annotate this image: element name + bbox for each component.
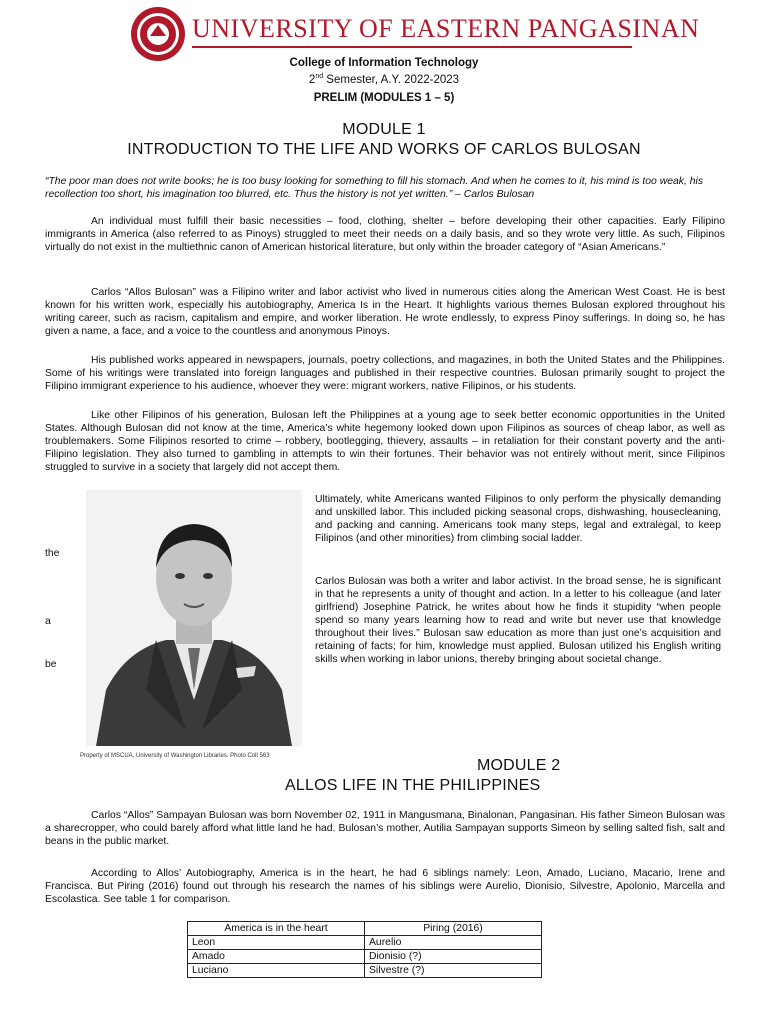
module1-title: INTRODUCTION TO THE LIFE AND WORKS OF CARLOS BULOSAN: [127, 141, 641, 158]
photo-caption: Property of MSCUA, University of Washington Libraries. Photo Coll 563: [80, 753, 270, 759]
bulosan-quote: “The poor man does not write books; he is too busy looking for something to fill his stomach. And when he comes to it, his mind is too weak, his recollection too short, his imagination too blurred, etc. Thus the history is not yet written.” – Carlos Bulosan: [45, 176, 704, 200]
paragraph-text: Carlos “Allos” Sampayan Bulosan was born November 02, 1911 in Mangusmana, Binalonan, Pangasinan. His father Simeon Bulosan was a sharecropper, who could barely afford what little land he had. Bulosan’s mother, Autilia Sampayan supports Simeon by selling salted fish, salt and beans in the public market.: [45, 810, 725, 847]
semester-text: Semester, A.Y. 2022-2023: [323, 73, 460, 86]
table-cell: Dionisio (?): [365, 950, 542, 964]
table-row: [188, 950, 542, 964]
table-header-cell: Piring (2016): [365, 922, 542, 936]
college-name: College of Information Technology: [289, 57, 479, 69]
table-cell: Amado: [188, 950, 365, 964]
paragraph-text: Carlos “Allos Bulosan” was a Filipino writer and labor activist who lived in numerous cities along the American West Coast. He is best known for his written work, especially his autobiography, America Is in the Heart. It highlights various themes Bulosan explored throughout his writing career, such as racism, capitalism and empire, and worker liberation. He wrote endlessly, to express Pinoy sufferings. In doing so, he has given a name, a face, and a voice to the countless and anonymous Pinoys.: [45, 287, 725, 337]
header-rule: [192, 46, 632, 48]
table-cell: Silvestre (?): [365, 964, 542, 978]
module2-title: ALLOS LIFE IN THE PHILIPPINES: [285, 777, 541, 794]
university-name: UNIVERSITY OF EASTERN PANGASINAN: [192, 14, 700, 43]
stray-word: a: [45, 616, 51, 627]
table-header-row: [188, 922, 542, 936]
right-column-paragraph-2: Carlos Bulosan was both a writer and labor activist. In the broad sense, he is significant in that he represents a unity of thought and action. In a letter to his colleague (and later girlfriend) Josephine Patrick, he writes about how he finds it stupidity “when people spend so many years learning how to read and write but never use that knowledge throughout their lives.” Bulosan saw education as more than just one’s acquisition and retaining of facts; for him, knowledge must applied. Bulosan utilized his English writing skills when working in labor unions, thereby bringing about societal change.: [315, 576, 721, 665]
paragraph-text: Like other Filipinos of his generation, Bulosan left the Philippines at a young age to seek better economic opportunities in the United States. Although Bulosan did not know at the time, America’s white hegemony looked down upon Filipinos as sources of cheap labor, as well as troublemakers. Some Filipinos resorted to crime – robbery, bootlegging, thievery, assaults – in retaliation for their constant poverty and the anti-Filipino legislation. They also turned to gambling in attempts to win their fortunes. Their behavior was not entirely without merit, since Filipinos struggled to survive in a society that largely did not accept them.: [45, 410, 725, 473]
module1-paragraph-1: [45, 215, 725, 254]
paragraph-text: An individual must fulfill their basic necessities – food, clothing, shelter – before developing their other capacities. Early Filipino immigrants in America (also referred to as Pinoys) struggled to meet their needs on a daily basis, and so they wrote very little. As such, Filipinos virtually do not exist in the multiethnic canon of American historical literature, but only within the broader category of “Asian Americans.”: [45, 216, 725, 253]
stray-word: the: [45, 548, 60, 559]
stray-word: be: [45, 659, 57, 670]
module2-paragraph-1: [45, 809, 725, 848]
table-cell: Luciano: [188, 964, 365, 978]
table-cell: Aurelio: [365, 936, 542, 950]
right-column-paragraph-1: Ultimately, white Americans wanted Filipinos to only perform the physically demanding and unskilled labor. This included picking seasonal crops, dishwashing, housecleaning, and packing and canning. Americans took many steps, legal and extralegal, to keep Filipinos (and other minorities) from climbing social ladder.: [315, 494, 721, 544]
semester-number: 2: [308, 73, 316, 86]
semester-superscript: nd: [315, 73, 324, 80]
table-row: [188, 936, 542, 950]
module1-paragraph-4: [45, 409, 725, 474]
module1-paragraph-2: [45, 286, 725, 338]
siblings-comparison-table: [187, 921, 542, 978]
paragraph-text: His published works appeared in newspapers, journals, poetry collections, and magazines, in both the United States and the Philippines. Some of his writings were translated into foreign languages and published in their respective countries. Bulosan primarily sought to project the Filipino immigrant experience to his audience, whoever they were: migrant workers, native Filipinos, or his students.: [45, 355, 725, 392]
table-header-cell: America is in the heart: [188, 922, 365, 936]
table-cell: Leon: [188, 936, 365, 950]
carlos-bulosan-portrait: [86, 490, 302, 746]
module2-paragraph-2: [45, 867, 725, 906]
semester-line: [0, 73, 768, 86]
module1-label: MODULE 1: [342, 121, 426, 138]
table-row: [188, 964, 542, 978]
prelim-title: PRELIM (MODULES 1 – 5): [313, 92, 455, 104]
module2-label: MODULE 2: [477, 757, 561, 774]
university-seal-logo: [130, 6, 186, 62]
paragraph-text: According to Allos’ Autobiography, America is in the heart, he had 6 siblings namely: Leon, Amado, Luciano, Macario, Irene and Francisca. But Piring (2016) found out through his research the names of his siblings were Aurelio, Dionisio, Silvestre, Apolonio, Marcella and Escolastica. See table 1 for comparison.: [45, 868, 725, 905]
module1-paragraph-3: [45, 354, 725, 393]
